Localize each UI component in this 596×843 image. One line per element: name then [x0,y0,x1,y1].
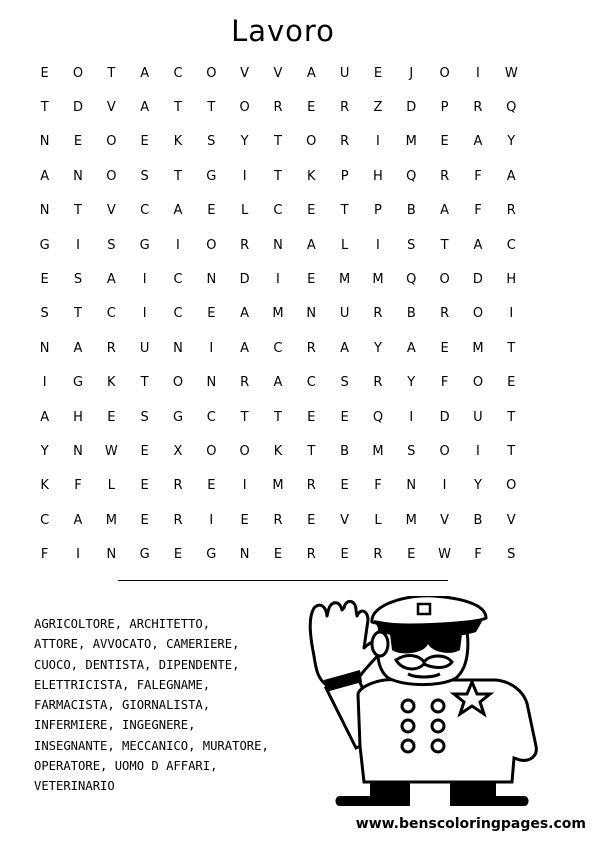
grid-letter: N [173,340,183,356]
grid-letter: E [107,409,116,425]
grid-letter: K [173,134,183,150]
grid-letter: U [473,409,483,425]
grid-letter: S [140,409,149,425]
grid-letter: R [106,340,116,356]
grid-letter: S [407,237,416,253]
grid-letter: R [506,203,516,219]
grid-letter: M [339,272,351,288]
grid-letter: E [140,134,149,150]
grid-letter: E [307,272,316,288]
grid-letter: V [273,65,283,81]
grid-letter: G [139,547,150,563]
grid-letter: M [405,512,417,528]
grid-letter: N [406,478,417,494]
grid-letter: A [340,340,350,356]
grid-letter: O [106,134,117,150]
grid-letter: Y [473,478,482,494]
grid-letter: R [340,100,350,116]
grid-row [28,297,528,331]
grid-letter: E [73,134,83,150]
grid-row [28,262,528,296]
grid-letter: N [73,443,83,459]
grid-letter: I [209,340,214,356]
grid-letter: E [140,512,149,528]
grid-letter: B [406,306,416,322]
grid-letter: N [73,168,83,184]
grid-letter: O [439,65,450,81]
grid-letter: N [39,340,50,356]
website-link[interactable]: www.benscoloringpages.com [355,816,586,832]
grid-letter: C [173,65,183,81]
grid-letter: E [340,547,349,563]
grid-letter: O [472,375,484,391]
grid-letter: K [40,478,49,494]
grid-row [28,537,528,571]
grid-row [28,90,528,124]
grid-letter: E [307,512,316,528]
grid-letter: N [206,272,217,288]
grid-letter: E [40,65,49,81]
grid-letter: A [273,375,283,391]
grid-letter: O [239,100,250,116]
grid-letter: Q [372,409,384,425]
grid-letter: T [273,134,282,150]
grid-letter: D [472,272,483,288]
grid-letter: J [409,65,414,81]
grid-letter: R [373,306,383,322]
grid-letter: Y [407,375,416,391]
grid-letter: E [340,409,349,425]
grid-letter: W [504,65,518,81]
grid-letter: A [40,168,50,184]
grid-row [28,469,528,503]
grid-letter: T [107,65,116,81]
grid-letter: R [173,478,183,494]
grid-letter: Z [373,100,383,116]
grid-letter: M [372,443,384,459]
grid-letter: E [240,512,249,528]
grid-letter: R [473,100,483,116]
grid-letter: I [76,237,80,253]
grid-letter: C [173,272,183,288]
grid-row [28,331,528,365]
grid-letter: K [273,443,283,459]
grid-letter: K [307,168,316,184]
grid-letter: N [273,237,283,253]
grid-letter: I [142,272,147,288]
grid-letter: E [140,478,149,494]
grid-letter: T [40,100,49,116]
grid-letter: C [273,203,283,219]
grid-letter: D [72,100,83,116]
grid-letter: T [74,306,82,322]
grid-letter: W [104,443,118,459]
grid-letter: O [206,65,217,81]
grid-letter: T [273,168,282,184]
grid-letter: G [139,237,150,253]
grid-letter: C [506,237,516,253]
grid-letter: S [207,134,216,150]
grid-letter: G [206,547,217,563]
grid-row [28,434,528,468]
grid-letter: W [438,547,452,563]
grid-letter: L [241,203,249,219]
grid-letter: A [106,272,116,288]
grid-letter: B [473,512,483,528]
grid-letter: I [242,168,247,184]
grid-letter: I [409,409,414,425]
grid-letter: C [306,375,316,391]
grid-letter: H [373,168,383,184]
grid-letter: O [206,237,217,253]
grid-row [28,56,528,90]
grid-letter: F [40,547,49,563]
grid-letter: R [273,100,283,116]
policeman-stop-icon [300,596,540,808]
grid-letter: A [306,65,316,81]
grid-letter: I [276,272,280,288]
divider [118,580,448,581]
grid-letter: K [107,375,116,391]
grid-letter: A [73,340,83,356]
grid-letter: T [273,409,282,425]
grid-row [28,159,528,193]
grid-letter: H [73,409,83,425]
grid-row [28,400,528,434]
grid-letter: U [339,306,350,322]
grid-letter: E [207,478,216,494]
grid-letter: C [140,203,150,219]
grid-letter: T [340,203,349,219]
grid-letter: A [306,237,316,253]
grid-letter: G [72,375,84,391]
grid-letter: A [140,65,150,81]
grid-letter: E [307,409,316,425]
grid-row [28,366,528,400]
grid-letter: R [373,375,383,391]
grid-letter: A [40,409,50,425]
grid-letter: E [340,478,349,494]
grid-letter: I [442,478,447,494]
grid-letter: N [39,134,50,150]
grid-letter: T [174,100,182,116]
grid-letter: X [173,443,183,459]
grid-letter: O [306,134,317,150]
grid-letter: P [374,203,382,219]
grid-letter: R [440,168,450,184]
grid-letter: R [240,237,250,253]
grid-letter: S [507,547,516,563]
grid-letter: F [374,478,382,494]
grid-letter: C [206,409,216,425]
grid-letter: N [106,547,117,563]
grid-letter: R [173,512,183,528]
grid-letter: S [40,306,49,322]
grid-letter: E [207,306,216,322]
grid-letter: T [174,168,182,184]
grid-letter: T [507,340,516,356]
grid-letter: E [407,547,416,563]
grid-letter: G [39,237,50,253]
word-list: AGRICOLTORE, ARCHITETTO, ATTORE, AVVOCATO, CAMERIERE, CUOCO, DENTISTA, DIPENDENTE, ELETTRICISTA, FALEGNAME, FARMACISTA, GIORNALISTA, INFERMIERE, INGEGNERE, INSEGNANTE, MECCANICO, MURATORE, OPERATORE, UOMO D AFFARI, VETERINARIO [34,617,269,794]
grid-letter: G [172,409,184,425]
grid-letter: Y [240,134,249,150]
grid-letter: A [173,203,183,219]
grid-letter: A [406,340,416,356]
grid-letter: I [242,478,247,494]
grid-letter: L [340,237,349,253]
grid-letter: E [273,547,283,563]
grid-letter: M [405,134,417,150]
grid-letter: M [472,340,484,356]
grid-letter: E [207,203,216,219]
grid-letter: E [307,203,316,219]
grid-letter: A [240,340,250,356]
grid-letter: R [240,375,250,391]
grid-letter: Y [373,340,382,356]
grid-letter: O [439,272,450,288]
grid-letter: A [473,237,483,253]
grid-letter: D [439,409,450,425]
grid-letter: D [406,100,417,116]
grid-letter: U [139,340,150,356]
grid-row [28,228,528,262]
grid-row [28,125,528,159]
grid-letter: E [40,272,49,288]
grid-letter: E [373,65,383,81]
grid-letter: B [340,443,350,459]
grid-row [28,194,528,228]
grid-letter: N [206,375,217,391]
grid-letter: M [372,272,384,288]
grid-letter: C [273,340,283,356]
grid-letter: O [106,168,117,184]
grid-letter: A [473,134,483,150]
grid-letter: E [440,134,449,150]
grid-letter: A [440,203,450,219]
grid-letter: V [240,65,250,81]
grid-letter: O [239,443,250,459]
grid-letter: C [40,512,50,528]
grid-letter: O [439,443,450,459]
grid-letter: I [176,237,180,253]
grid-letter: R [340,134,350,150]
grid-letter: R [306,478,316,494]
grid-letter: L [107,478,115,494]
grid-letter: T [74,203,82,219]
grid-letter: S [407,443,416,459]
grid-letter: F [474,168,482,184]
grid-letter: H [506,272,517,288]
grid-letter: F [474,203,482,219]
grid-letter: E [440,340,449,356]
grid-row [28,503,528,537]
grid-letter: G [206,168,217,184]
grid-letter: B [406,203,416,219]
grid-letter: V [106,100,116,116]
grid-letter: E [140,443,149,459]
grid-letter: A [240,306,250,322]
grid-letter: I [142,306,147,322]
grid-letter: O [206,443,217,459]
grid-letter: T [207,100,216,116]
grid-letter: V [506,512,516,528]
grid-letter: E [507,375,516,391]
grid-letter: P [340,168,349,184]
grid-letter: Y [40,443,49,459]
grid-letter: C [173,306,183,322]
grid-letter: T [140,375,149,391]
grid-letter: T [440,237,449,253]
grid-letter: M [272,306,284,322]
grid-letter: I [476,65,480,81]
grid-letter: I [42,375,47,391]
grid-letter: D [239,272,250,288]
grid-letter: R [273,512,283,528]
grid-letter: R [373,547,383,563]
grid-letter: A [506,168,516,184]
grid-letter: A [73,512,83,528]
grid-letter: N [239,547,250,563]
grid-letter: I [376,237,380,253]
grid-letter: N [39,203,50,219]
grid-letter: O [172,375,184,391]
grid-letter: I [476,443,480,459]
grid-letter: O [72,65,84,81]
grid-letter: S [73,272,83,288]
grid-letter: C [106,306,116,322]
grid-letter: T [507,443,516,459]
grid-letter: O [472,306,484,322]
grid-letter: T [240,409,249,425]
grid-letter: F [74,478,82,494]
grid-letter: S [340,375,349,391]
grid-letter: T [507,409,516,425]
grid-letter: I [209,512,214,528]
grid-letter: F [474,547,482,563]
grid-letter: R [306,340,316,356]
grid-letter: U [339,65,350,81]
grid-letter: V [340,512,350,528]
grid-letter: P [440,100,449,116]
grid-letter: F [440,375,449,391]
grid-letter: M [105,512,117,528]
word-search-grid [28,56,528,572]
grid-letter: N [306,306,317,322]
grid-letter: L [374,512,382,528]
grid-letter: Q [506,100,517,116]
grid-letter: E [307,100,316,116]
grid-letter: S [107,237,116,253]
grid-letter: Y [507,134,516,150]
grid-letter: A [140,100,150,116]
grid-letter: I [509,306,514,322]
grid-letter: R [440,306,450,322]
grid-letter: O [506,478,517,494]
grid-letter: I [76,547,80,563]
grid-letter: I [376,134,380,150]
grid-letter: T [307,443,316,459]
grid-letter: M [272,478,284,494]
grid-letter: R [306,547,316,563]
grid-letter: S [140,168,149,184]
grid-letter: V [106,203,116,219]
grid-letter: Q [406,272,417,288]
grid-letter: V [440,512,450,528]
grid-letter: E [173,547,183,563]
page-title: Lavoro [231,14,335,48]
grid-letter: Q [406,168,417,184]
